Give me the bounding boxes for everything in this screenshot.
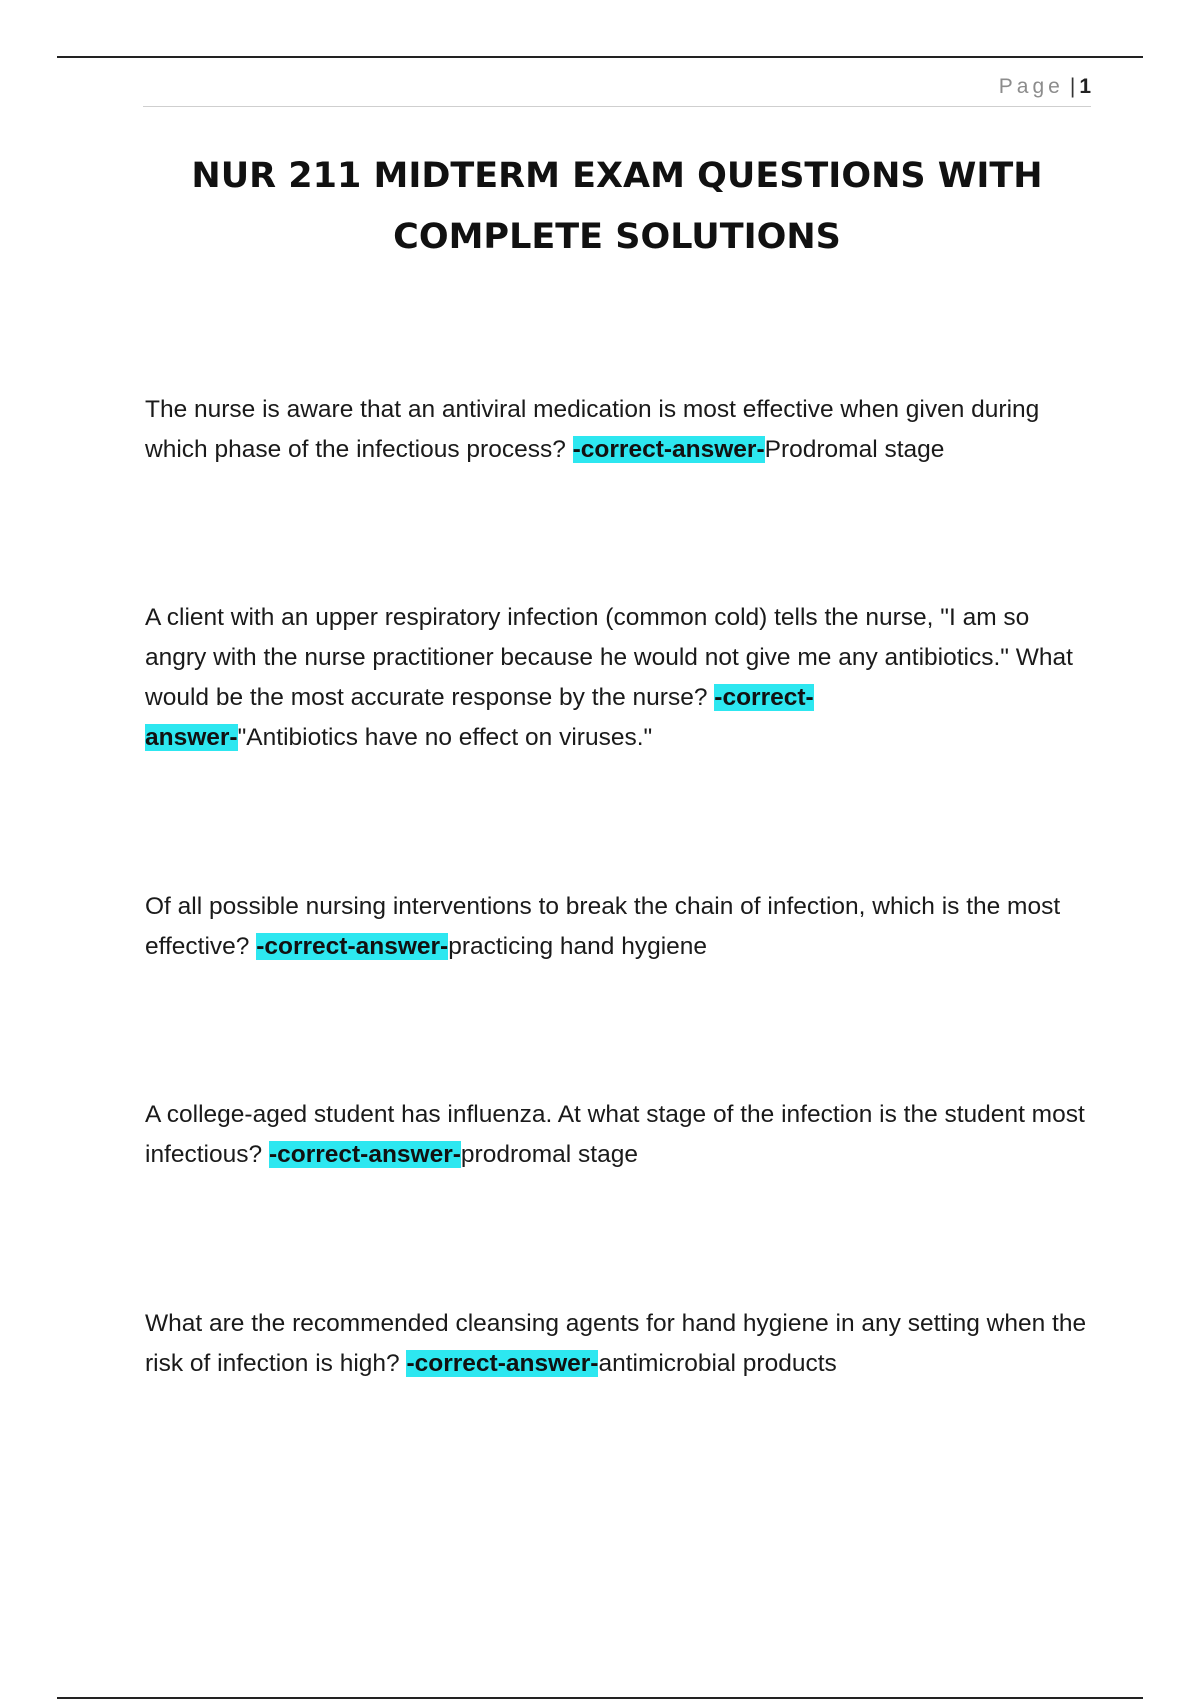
question-text: What are the recommended cleansing agents for hand hygiene in any setting when the risk of infection is high? bbox=[145, 1310, 1087, 1377]
correct-answer-marker: -correct-answer- bbox=[572, 436, 765, 463]
question-text: Of all possible nursing interventions to break the chain of infection, which is the most effective? bbox=[145, 893, 1061, 960]
correct-answer-marker-part-2: answer- bbox=[145, 724, 238, 751]
answer-text: antimicrobial products bbox=[598, 1350, 837, 1377]
page-number: 1 bbox=[1079, 75, 1091, 98]
page-separator: | bbox=[1069, 75, 1076, 98]
qa-item-1 bbox=[145, 390, 1090, 470]
page-label: Page bbox=[998, 75, 1064, 98]
question-text: A college-aged student has influenza. At what stage of the infection is the student most infectious? bbox=[145, 1101, 1085, 1168]
answer-text: Prodromal stage bbox=[764, 436, 945, 463]
question-text: The nurse is aware that an antiviral medication is most effective when given during which phase of the infectious process? bbox=[145, 396, 1040, 463]
document-title bbox=[143, 146, 1091, 268]
qa-item-2 bbox=[145, 598, 1090, 758]
qa-item-3 bbox=[145, 887, 1090, 967]
qa-item-4 bbox=[145, 1095, 1090, 1175]
answer-text: "Antibiotics have no effect on viruses." bbox=[237, 724, 653, 751]
top-border-rule bbox=[57, 56, 1143, 58]
correct-answer-marker: -correct-answer- bbox=[256, 933, 449, 960]
document-title-line-2: COMPLETE SOLUTIONS bbox=[393, 217, 841, 257]
answer-text: prodromal stage bbox=[460, 1141, 638, 1168]
correct-answer-marker: -correct-answer- bbox=[406, 1350, 599, 1377]
page-header bbox=[143, 72, 1091, 107]
question-text: A client with an upper respiratory infection (common cold) tells the nurse, "I am so angry with the nurse practitioner because he would not give me any antibiotics." What would be the most accurate response by the nurse? bbox=[145, 604, 1073, 711]
answer-text: practicing hand hygiene bbox=[448, 933, 708, 960]
qa-item-5 bbox=[145, 1304, 1090, 1384]
correct-answer-marker-part-1: -correct- bbox=[714, 684, 814, 711]
bottom-border-rule bbox=[57, 1697, 1143, 1699]
correct-answer-marker: -correct-answer- bbox=[268, 1141, 461, 1168]
document-title-line-1: NUR 211 MIDTERM EXAM QUESTIONS WITH bbox=[191, 156, 1043, 196]
